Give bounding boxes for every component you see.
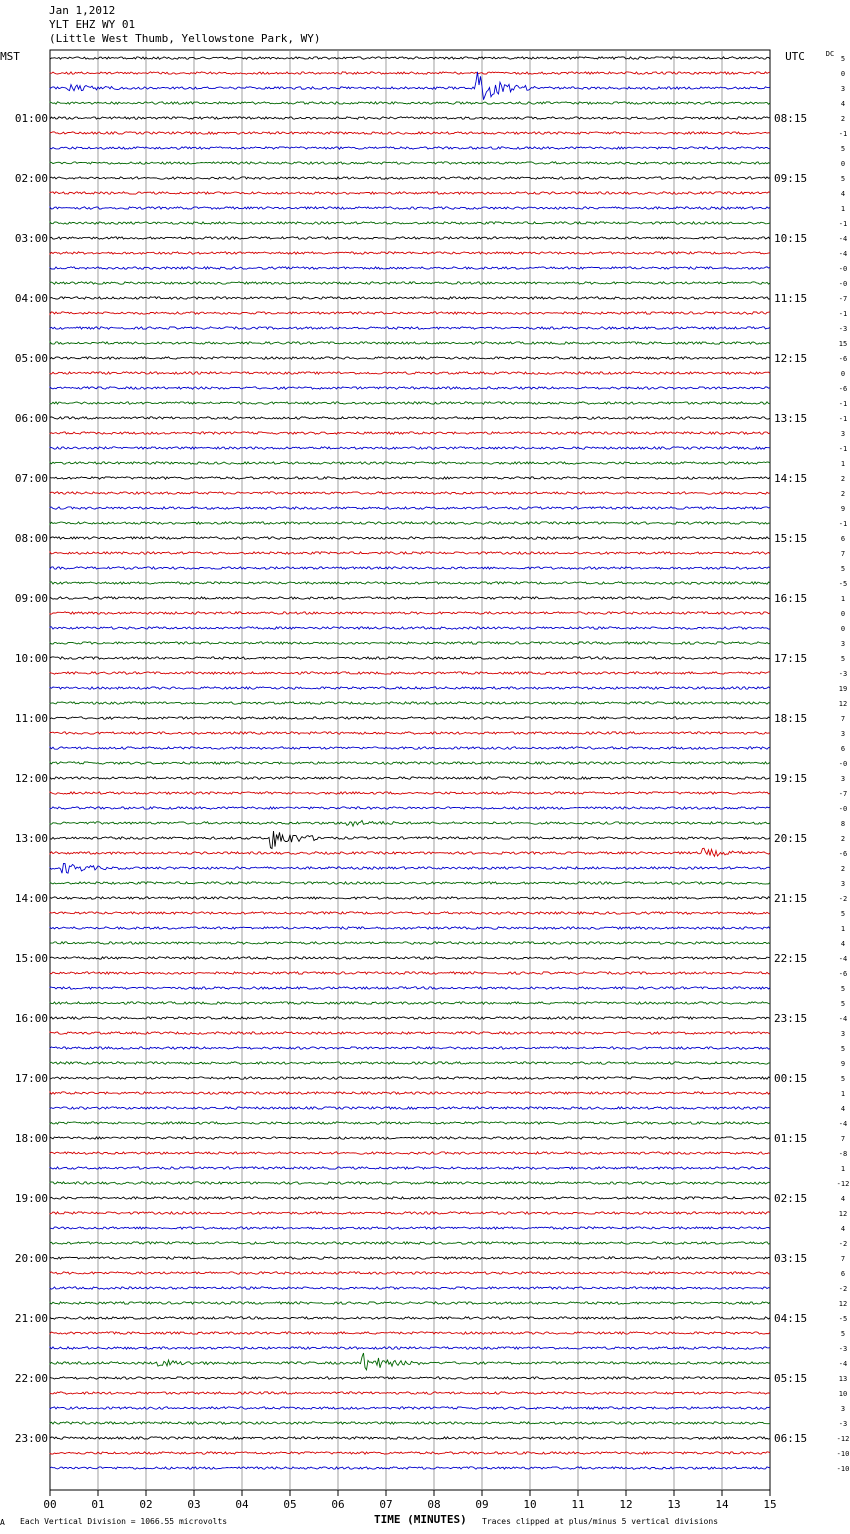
- mst-hour-label: 10:00: [14, 652, 48, 665]
- dc-offset-label: 0: [840, 625, 846, 633]
- utc-hour-label: 13:15: [774, 412, 808, 425]
- seismic-trace: [50, 417, 770, 419]
- seismic-trace: [50, 702, 770, 704]
- utc-hour-label: 12:15: [774, 352, 808, 365]
- seismic-trace: [50, 1062, 770, 1064]
- seismic-trace: [50, 821, 770, 827]
- dc-offset-label: -5: [838, 580, 848, 588]
- seismic-trace: [50, 1032, 770, 1034]
- dc-offset-label: 1: [840, 460, 846, 468]
- dc-offset-label: 19: [838, 685, 848, 693]
- dc-offset-label: 6: [840, 1270, 846, 1278]
- seismic-trace: [50, 972, 770, 974]
- seismic-trace: [50, 72, 770, 100]
- dc-offset-label: 3: [840, 640, 846, 648]
- seismic-trace: [50, 1017, 770, 1019]
- mst-hour-label: 06:00: [14, 412, 48, 425]
- mst-hour-label: 21:00: [14, 1312, 48, 1325]
- utc-hour-label: 20:15: [774, 832, 808, 845]
- seismic-trace: [50, 342, 770, 344]
- mst-hour-label: 22:00: [14, 1372, 48, 1385]
- mst-hour-label: 03:00: [14, 232, 48, 245]
- dc-offset-label: -7: [838, 295, 848, 303]
- dc-offset-label: 12: [838, 1210, 848, 1218]
- clip-note: Traces clipped at plus/minus 5 vertical divisions: [482, 1517, 719, 1526]
- x-axis-title: TIME (MINUTES): [374, 1513, 467, 1526]
- seismic-trace: [50, 1197, 770, 1199]
- seismic-trace: [50, 657, 770, 659]
- dc-offset-label: 2: [840, 475, 846, 483]
- seismic-trace: [50, 132, 770, 134]
- seismic-trace: [50, 1272, 770, 1274]
- utc-hour-label: 00:15: [774, 1072, 808, 1085]
- dc-offset-label: 4: [840, 100, 846, 108]
- x-tick-label: 00: [43, 1498, 57, 1511]
- dc-offset-label: -7: [838, 790, 848, 798]
- dc-offset-label: 10: [838, 1390, 848, 1398]
- seismic-trace: [50, 57, 770, 59]
- dc-offset-label: 3: [840, 1030, 846, 1038]
- seismic-trace: [50, 207, 770, 209]
- dc-offset-label: 12: [838, 1300, 848, 1308]
- dc-offset-label: 5: [840, 910, 846, 918]
- x-tick-label: 13: [667, 1498, 681, 1511]
- x-tick-label: 14: [715, 1498, 729, 1511]
- seismic-trace: [50, 942, 770, 944]
- dc-offset-label: 7: [840, 550, 846, 558]
- x-tick-label: 08: [427, 1498, 441, 1511]
- x-tick-label: 07: [379, 1498, 393, 1511]
- dc-offset-label: 3: [840, 730, 846, 738]
- mst-hour-label: 23:00: [14, 1432, 48, 1445]
- dc-offset-label: 4: [840, 1225, 846, 1233]
- seismic-trace: [50, 387, 770, 389]
- dc-offset-label: -0: [838, 265, 848, 273]
- dc-offset-label: -1: [838, 130, 848, 138]
- dc-offset-label: 0: [840, 70, 846, 78]
- seismic-trace: [50, 1287, 770, 1289]
- seismic-trace: [50, 807, 770, 809]
- seismic-trace: [50, 567, 770, 569]
- dc-offset-label: -3: [838, 1420, 848, 1428]
- dc-offset-label: 4: [840, 190, 846, 198]
- dc-offset-label: -1: [838, 520, 848, 528]
- seismic-trace: [50, 792, 770, 794]
- seismic-trace: [50, 222, 770, 224]
- seismic-trace: [50, 297, 770, 299]
- seismic-trace: [50, 1353, 770, 1370]
- utc-hour-label: 03:15: [774, 1252, 808, 1265]
- dc-offset-label: -4: [838, 1015, 848, 1023]
- dc-offset-label: -4: [838, 235, 848, 243]
- dc-offset-label: 2: [840, 835, 846, 843]
- dc-offset-label: -10: [836, 1465, 850, 1473]
- dc-offset-label: -2: [838, 895, 848, 903]
- mst-hour-label: 11:00: [14, 712, 48, 725]
- dc-offset-label: 5: [840, 175, 846, 183]
- dc-offset-label: 2: [840, 865, 846, 873]
- utc-hour-label: 10:15: [774, 232, 808, 245]
- dc-offset-label: 3: [840, 430, 846, 438]
- dc-offset-label: 5: [840, 1000, 846, 1008]
- seismic-trace: [50, 1002, 770, 1004]
- utc-hour-label: 19:15: [774, 772, 808, 785]
- corner-mark: A: [0, 1518, 5, 1527]
- seismic-trace: [50, 1452, 770, 1454]
- utc-hour-label: 09:15: [774, 172, 808, 185]
- x-tick-label: 03: [187, 1498, 201, 1511]
- x-tick-label: 06: [331, 1498, 345, 1511]
- dc-offset-label: 9: [840, 505, 846, 513]
- dc-offset-label: -12: [836, 1180, 850, 1188]
- seismic-trace: [50, 927, 770, 929]
- seismic-trace: [50, 1152, 770, 1154]
- seismic-trace: [50, 627, 770, 629]
- mst-hour-label: 18:00: [14, 1132, 48, 1145]
- seismic-trace: [50, 1467, 770, 1469]
- seismic-trace: [50, 552, 770, 554]
- dc-offset-label: 5: [840, 145, 846, 153]
- seismic-trace: [50, 1302, 770, 1304]
- dc-offset-label: -0: [838, 805, 848, 813]
- dc-offset-label: 5: [840, 55, 846, 63]
- x-tick-label: 10: [523, 1498, 537, 1511]
- x-tick-label: 02: [139, 1498, 153, 1511]
- dc-offset-label: -1: [838, 400, 848, 408]
- seismic-trace: [50, 864, 770, 874]
- x-tick-label: 11: [571, 1498, 585, 1511]
- x-tick-label: 05: [283, 1498, 297, 1511]
- utc-hour-label: 04:15: [774, 1312, 808, 1325]
- mst-hour-label: 19:00: [14, 1192, 48, 1205]
- dc-offset-label: 7: [840, 1255, 846, 1263]
- x-tick-label: 04: [235, 1498, 249, 1511]
- seismic-trace: [50, 1257, 770, 1259]
- mst-axis-label: MST: [0, 50, 20, 63]
- seismic-trace: [50, 177, 770, 179]
- dc-offset-label: -1: [838, 220, 848, 228]
- seismic-trace: [50, 267, 770, 269]
- seismic-trace: [50, 1227, 770, 1229]
- seismic-trace: [50, 432, 770, 434]
- seismic-trace: [50, 777, 770, 779]
- dc-offset-label: -4: [838, 1360, 848, 1368]
- plot-frame: [50, 50, 770, 1490]
- seismic-trace: [50, 912, 770, 914]
- dc-offset-label: 12: [838, 700, 848, 708]
- seismic-trace: [50, 1332, 770, 1334]
- seismic-trace: [50, 477, 770, 479]
- dc-offset-label: 1: [840, 205, 846, 213]
- station-label: YLT EHZ WY 01: [49, 18, 136, 31]
- seismic-trace: [50, 1377, 770, 1379]
- seismic-trace: [50, 327, 770, 329]
- seismic-trace: [50, 1122, 770, 1124]
- dc-axis-label: DC: [825, 50, 835, 58]
- seismic-trace: [50, 237, 770, 239]
- seismic-trace: [50, 1317, 770, 1319]
- dc-offset-label: -4: [838, 955, 848, 963]
- dc-offset-label: 5: [840, 1075, 846, 1083]
- dc-offset-label: -4: [838, 250, 848, 258]
- dc-offset-label: 1: [840, 925, 846, 933]
- mst-hour-label: 14:00: [14, 892, 48, 905]
- dc-offset-label: -8: [838, 1150, 848, 1158]
- mst-hour-label: 08:00: [14, 532, 48, 545]
- utc-hour-label: 01:15: [774, 1132, 808, 1145]
- dc-offset-label: 1: [840, 1165, 846, 1173]
- dc-offset-label: 6: [840, 745, 846, 753]
- seismic-trace: [50, 1092, 770, 1094]
- utc-hour-label: 17:15: [774, 652, 808, 665]
- dc-offset-label: -2: [838, 1285, 848, 1293]
- dc-offset-label: 5: [840, 985, 846, 993]
- mst-hour-label: 17:00: [14, 1072, 48, 1085]
- seismic-trace: [50, 447, 770, 449]
- seismic-trace: [50, 1407, 770, 1409]
- x-tick-label: 09: [475, 1498, 489, 1511]
- seismic-trace: [50, 117, 770, 119]
- seismic-trace: [50, 747, 770, 749]
- seismic-trace: [50, 987, 770, 989]
- seismic-trace: [50, 831, 770, 849]
- seismic-trace: [50, 848, 770, 856]
- mst-hour-label: 20:00: [14, 1252, 48, 1265]
- dc-offset-label: 0: [840, 160, 846, 168]
- mst-hour-label: 12:00: [14, 772, 48, 785]
- dc-offset-label: 4: [840, 940, 846, 948]
- seismic-trace: [50, 1392, 770, 1394]
- dc-offset-label: 7: [840, 715, 846, 723]
- location-label: (Little West Thumb, Yellowstone Park, WY): [49, 32, 321, 45]
- dc-offset-label: 5: [840, 565, 846, 573]
- seismic-trace: [50, 252, 770, 254]
- dc-offset-label: -2: [838, 1240, 848, 1248]
- mst-hour-label: 13:00: [14, 832, 48, 845]
- seismic-trace: [50, 147, 770, 149]
- dc-offset-label: 2: [840, 490, 846, 498]
- dc-offset-label: -10: [836, 1450, 850, 1458]
- utc-hour-label: 22:15: [774, 952, 808, 965]
- seismic-trace: [50, 1212, 770, 1214]
- seismic-trace: [50, 192, 770, 194]
- mst-hour-label: 04:00: [14, 292, 48, 305]
- seismic-trace: [50, 1347, 770, 1349]
- dc-offset-label: 2: [840, 115, 846, 123]
- seismic-trace: [50, 612, 770, 614]
- seismic-trace: [50, 642, 770, 644]
- dc-offset-label: -5: [838, 1315, 848, 1323]
- utc-hour-label: 18:15: [774, 712, 808, 725]
- utc-hour-label: 14:15: [774, 472, 808, 485]
- dc-offset-label: -1: [838, 445, 848, 453]
- dc-offset-label: -6: [838, 850, 848, 858]
- dc-offset-label: 4: [840, 1105, 846, 1113]
- mst-hour-label: 15:00: [14, 952, 48, 965]
- seismic-trace: [50, 72, 770, 74]
- dc-offset-label: -6: [838, 970, 848, 978]
- dc-offset-label: 1: [840, 595, 846, 603]
- utc-hour-label: 23:15: [774, 1012, 808, 1025]
- seismic-trace: [50, 957, 770, 959]
- seismic-trace: [50, 1437, 770, 1439]
- dc-offset-label: -3: [838, 325, 848, 333]
- dc-offset-label: 4: [840, 1195, 846, 1203]
- utc-hour-label: 02:15: [774, 1192, 808, 1205]
- seismic-trace: [50, 537, 770, 539]
- dc-offset-label: -1: [838, 310, 848, 318]
- dc-offset-label: 3: [840, 1405, 846, 1413]
- seismic-trace: [50, 762, 770, 764]
- dc-offset-label: 5: [840, 1045, 846, 1053]
- dc-offset-label: -1: [838, 415, 848, 423]
- utc-axis-label: UTC: [785, 50, 805, 63]
- seismic-trace: [50, 1137, 770, 1139]
- mst-hour-label: 05:00: [14, 352, 48, 365]
- mst-hour-label: 09:00: [14, 592, 48, 605]
- dc-offset-label: 1: [840, 1090, 846, 1098]
- mst-hour-label: 02:00: [14, 172, 48, 185]
- seismic-trace: [50, 102, 770, 104]
- utc-hour-label: 16:15: [774, 592, 808, 605]
- seismic-trace: [50, 162, 770, 164]
- seismic-trace: [50, 507, 770, 509]
- seismic-trace: [50, 282, 770, 284]
- mst-hour-label: 07:00: [14, 472, 48, 485]
- dc-offset-label: -0: [838, 760, 848, 768]
- utc-hour-label: 21:15: [774, 892, 808, 905]
- seismic-trace: [50, 402, 770, 404]
- utc-hour-label: 08:15: [774, 112, 808, 125]
- seismic-trace: [50, 732, 770, 734]
- dc-offset-label: 7: [840, 1135, 846, 1143]
- seismic-trace: [50, 1242, 770, 1244]
- dc-offset-label: 0: [840, 370, 846, 378]
- utc-hour-label: 11:15: [774, 292, 808, 305]
- dc-offset-label: 5: [840, 655, 846, 663]
- dc-offset-label: 9: [840, 1060, 846, 1068]
- seismic-trace: [50, 1107, 770, 1109]
- dc-offset-label: 5: [840, 1330, 846, 1338]
- mst-hour-label: 01:00: [14, 112, 48, 125]
- seismic-trace: [50, 672, 770, 674]
- seismic-trace: [50, 882, 770, 884]
- seismic-trace: [50, 312, 770, 314]
- seismic-trace: [50, 1422, 770, 1424]
- dc-offset-label: 3: [840, 880, 846, 888]
- dc-offset-label: 15: [838, 340, 848, 348]
- seismic-trace: [50, 897, 770, 899]
- date-label: Jan 1,2012: [49, 4, 116, 17]
- dc-offset-label: -6: [838, 385, 848, 393]
- x-tick-label: 12: [619, 1498, 633, 1511]
- dc-offset-label: -6: [838, 355, 848, 363]
- dc-offset-label: 3: [840, 85, 846, 93]
- utc-hour-label: 06:15: [774, 1432, 808, 1445]
- seismic-trace: [50, 357, 770, 359]
- utc-hour-label: 15:15: [774, 532, 808, 545]
- x-tick-label: 15: [763, 1498, 777, 1511]
- dc-offset-label: 0: [840, 610, 846, 618]
- seismic-trace: [50, 522, 770, 524]
- dc-offset-label: 13: [838, 1375, 848, 1383]
- seismic-trace: [50, 462, 770, 464]
- seismic-trace: [50, 687, 770, 689]
- seismic-trace: [50, 597, 770, 599]
- dc-offset-label: -3: [838, 670, 848, 678]
- dc-offset-label: 8: [840, 820, 846, 828]
- dc-offset-label: -12: [836, 1435, 850, 1443]
- seismic-trace: [50, 1077, 770, 1079]
- dc-offset-label: 6: [840, 535, 846, 543]
- seismic-trace: [50, 717, 770, 719]
- dc-offset-label: -4: [838, 1120, 848, 1128]
- seismic-trace: [50, 582, 770, 584]
- dc-offset-label: -0: [838, 280, 848, 288]
- utc-hour-label: 05:15: [774, 1372, 808, 1385]
- dc-offset-label: -3: [838, 1345, 848, 1353]
- x-tick-label: 01: [91, 1498, 105, 1511]
- mst-hour-label: 16:00: [14, 1012, 48, 1025]
- seismic-trace: [50, 372, 770, 374]
- seismic-trace: [50, 1182, 770, 1184]
- seismic-trace: [50, 1167, 770, 1169]
- dc-offset-label: 3: [840, 775, 846, 783]
- scale-note: Each Vertical Division = 1066.55 microvolts: [20, 1517, 228, 1526]
- seismic-trace: [50, 1047, 770, 1049]
- seismic-trace: [50, 492, 770, 494]
